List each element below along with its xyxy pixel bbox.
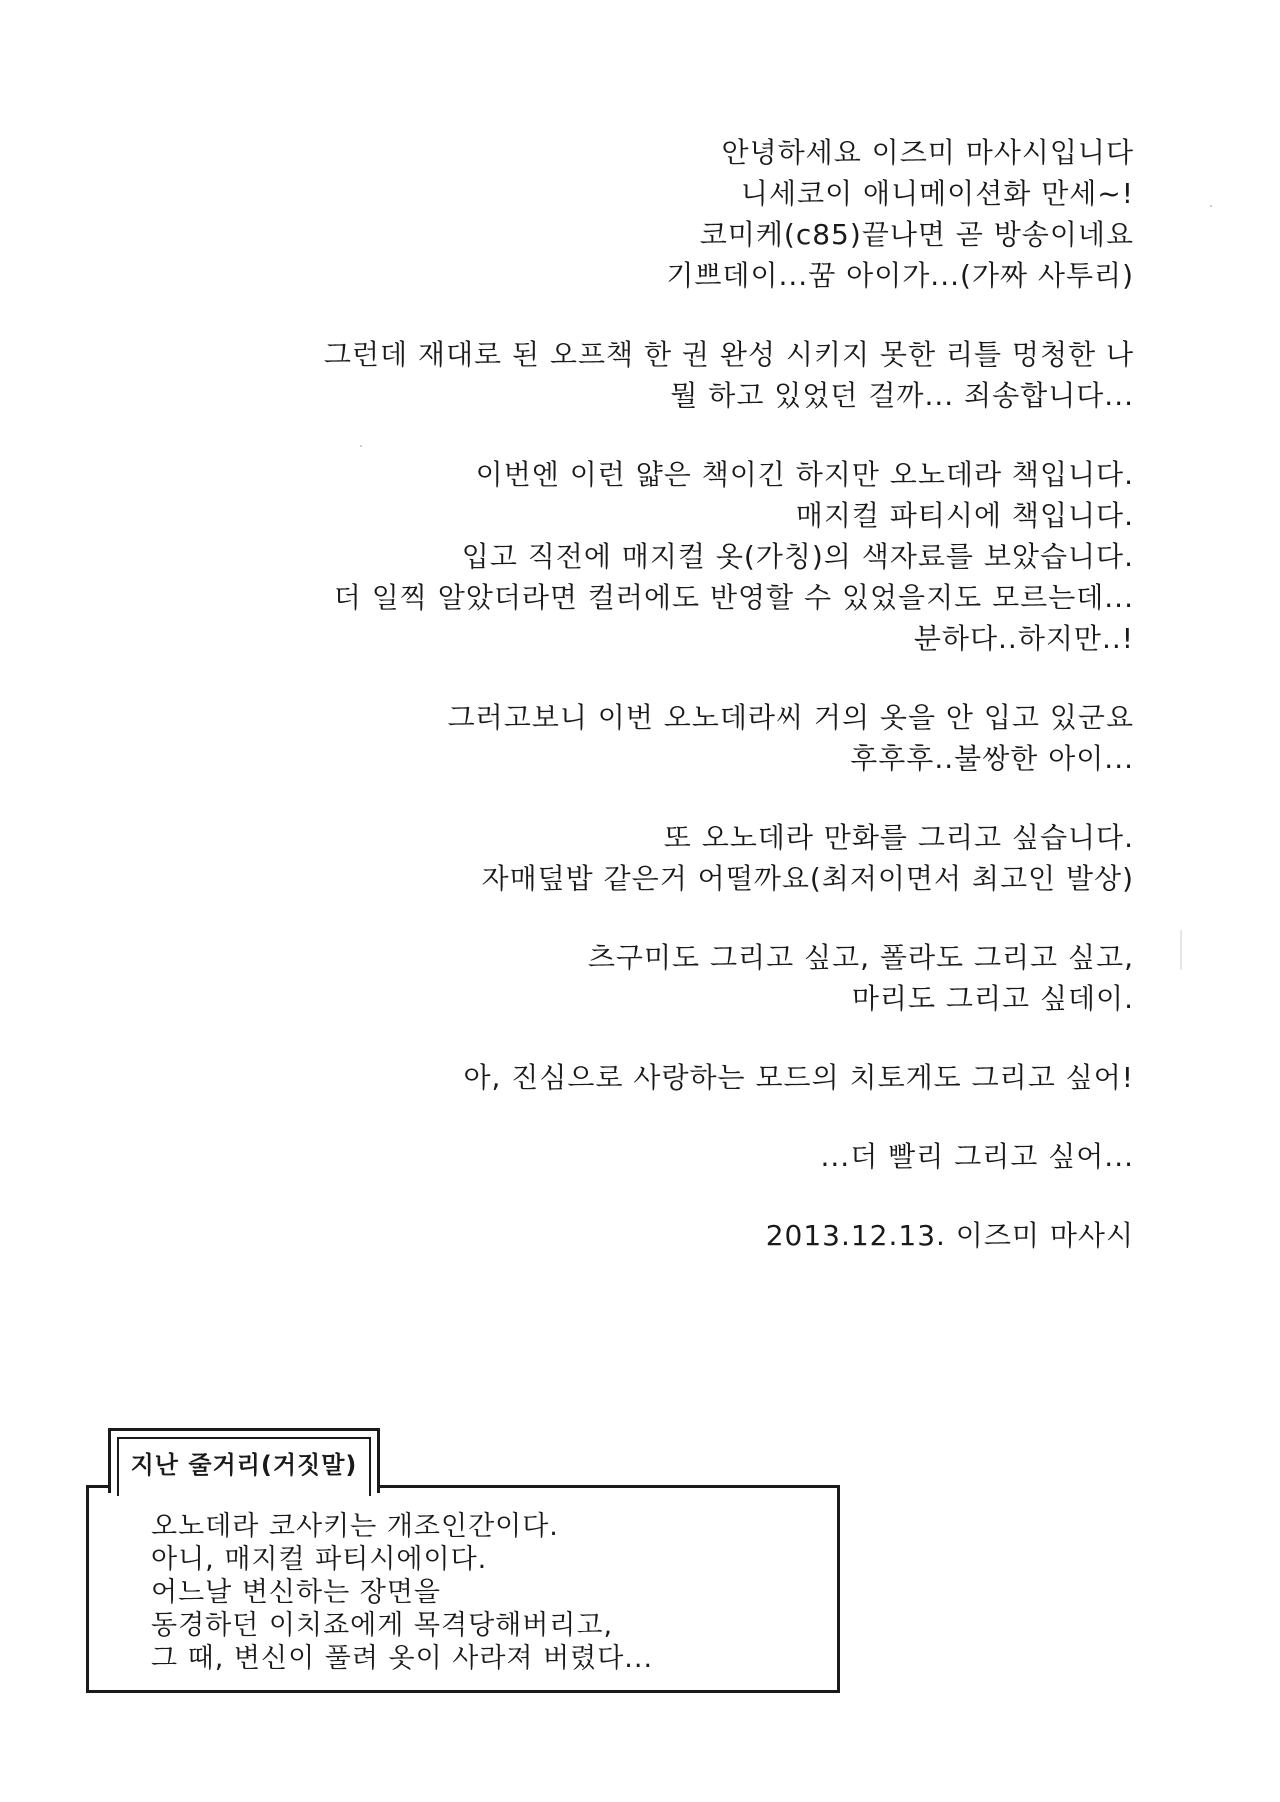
- text-line: 이번엔 이런 얇은 책이긴 하지만 오노데라 책입니다.: [475, 458, 1134, 491]
- paragraph-faster: [234, 1136, 1134, 1177]
- signature: 2013.12.13. 이즈미 마사시: [765, 1219, 1134, 1252]
- paragraph-apology: [234, 334, 1134, 416]
- text-line: 매지컬 파티시에 책입니다.: [795, 499, 1134, 532]
- paragraph-clothes: [234, 697, 1134, 779]
- synopsis-line: 아니, 매지컬 파티시에이다.: [151, 1544, 488, 1575]
- paper-speck: [1210, 205, 1212, 207]
- paper-speck: [360, 445, 362, 447]
- synopsis-body: [151, 1510, 653, 1675]
- text-line: 뭘 하고 있었던 걸까... 죄송합니다...: [670, 379, 1134, 412]
- paragraph-book: [234, 454, 1134, 659]
- text-line: 츠구미도 그리고 싶고, 폴라도 그리고 싶고,: [587, 941, 1134, 974]
- text-line: 기쁘데이...꿈 아이가...(가짜 사투리): [666, 259, 1134, 292]
- paragraph-next-manga: [234, 817, 1134, 899]
- text-line: ...더 빨리 그리고 싶어...: [820, 1140, 1134, 1173]
- synopsis-line: 어느날 변신하는 장면을: [151, 1577, 441, 1608]
- text-line: 아, 진심으로 사랑하는 모드의 치토게도 그리고 싶어!: [463, 1061, 1134, 1094]
- synopsis-title: 지난 줄거리(거짓말): [130, 1450, 358, 1479]
- text-line: 마리도 그리고 싶데이.: [851, 982, 1134, 1015]
- synopsis-line: 동경하던 이치죠에게 목격당해버리고,: [151, 1610, 614, 1641]
- text-line: 후후후..불쌍한 아이...: [850, 742, 1134, 775]
- text-line: 그런데 재대로 된 오프책 한 권 완성 시키지 못한 리틀 멍청한 나: [323, 338, 1134, 371]
- text-line: 더 일찍 알았더라면 컬러에도 반영할 수 있었을지도 모르는데...: [333, 581, 1134, 614]
- text-line: 그러고보니 이번 오노데라씨 거의 옷을 안 입고 있군요: [447, 701, 1134, 734]
- text-line: 분하다..하지만..!: [913, 622, 1134, 655]
- paragraph-characters: [234, 937, 1134, 1019]
- paper-speck: [1180, 930, 1182, 970]
- synopsis-line: 그 때, 변신이 풀려 옷이 사라져 버렸다...: [151, 1643, 654, 1674]
- synopsis-tab: [108, 1428, 380, 1493]
- text-line: 또 오노데라 만화를 그리고 싶습니다.: [663, 821, 1134, 854]
- synopsis-line: 오노데라 코사키는 개조인간이다.: [151, 1511, 559, 1542]
- synopsis-box: [86, 1485, 840, 1693]
- text-line: 니세코이 애니메이션화 만세~!: [740, 177, 1134, 210]
- text-line: 자매덮밥 같은거 어떨까요(최저이면서 최고인 발상): [481, 862, 1134, 895]
- text-line: 코미케(c85)끝나면 곧 방송이네요: [699, 218, 1134, 251]
- text-line: 입고 직전에 매지컬 옷(가칭)의 색자료를 보았습니다.: [461, 540, 1134, 573]
- paragraph-chitoge: [234, 1057, 1134, 1098]
- afterword-text: [234, 132, 1134, 1256]
- text-line: 안녕하세요 이즈미 마사시입니다: [721, 136, 1134, 169]
- paragraph-greeting: [234, 132, 1134, 296]
